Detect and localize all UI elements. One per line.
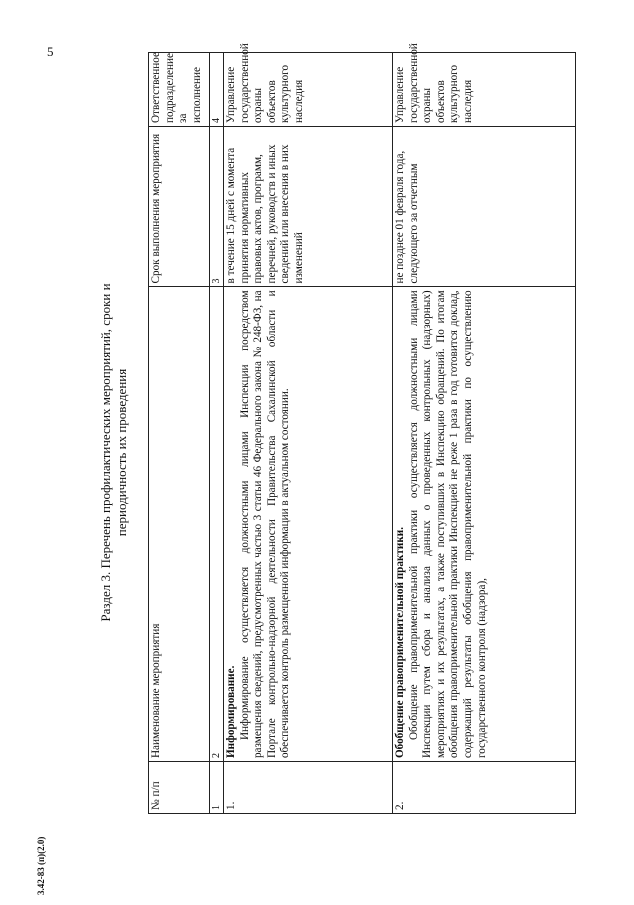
header-num: № п/п [149, 762, 210, 814]
table-index-row [210, 53, 224, 814]
page-number: 5 [47, 44, 54, 59]
index-cell: 4 [210, 53, 224, 127]
header-name: Наименование мероприятия [149, 287, 210, 762]
section-title-line-2: периодичность их проведения [114, 368, 129, 537]
measure-description: Информирование осуществляется должностными лицами Инспекции посредством размещения сведений, предусмотренных частью 3 статьи 46 Федерального закона № 248-ФЗ, на Портале контрольно-надзорной деятельности Правительства Сахалинской области и обеспечивается контроль размещенной информации в актуальном состоянии. [238, 290, 292, 759]
row-number: 1. [224, 762, 393, 814]
section-title-line-1: Раздел 3. Перечень профилактических мероприятий, сроки и [98, 283, 113, 622]
measure-cell [224, 287, 393, 762]
responsible-cell: Управление государственной охраны объектов культурного наследия [224, 53, 393, 127]
index-cell: 3 [210, 126, 224, 287]
index-cell: 2 [210, 287, 224, 762]
measure-title: Информирование. [225, 665, 237, 759]
index-cell: 1 [210, 762, 224, 814]
term-cell: в течение 15 дней с момента принятия нормативных правовых актов, программ, перечней, руководств и иных сведений или внесения в них изменений [224, 126, 393, 287]
row-number: 2. [393, 762, 576, 814]
header-responsible: Ответственное подразделение за исполнение [149, 53, 210, 127]
measure-description: Обобщение правоприменительной практики осуществляется должностными лицами Инспекции путем сбора и анализа данных о проведенных контрольных (надзорных) мероприятиях и их результатах, а также поступивших в Инспекцию обращений. По итогам обобщения правоприменительной практики Инспекцией не реже 1 раза в год готовится доклад, содержащий результаты обобщения правоприменительной практики по осуществлению государственного контроля (надзора), [407, 290, 488, 759]
responsible-cell: Управление государственной охраны объектов культурного наследия [393, 53, 576, 127]
table-row [393, 53, 576, 814]
document-footer-code: 3.42-83 (п)(2.0) [36, 836, 46, 895]
table-row [224, 53, 393, 814]
term-cell: не позднее 01 февраля года, следующего за отчетным [393, 126, 576, 287]
header-term: Срок выполнения мероприятия [149, 126, 210, 287]
measure-cell [393, 287, 576, 762]
table-header-row [149, 53, 210, 814]
measure-title: Обобщение правоприменительной практики. [394, 526, 406, 759]
measures-table [148, 43, 576, 814]
